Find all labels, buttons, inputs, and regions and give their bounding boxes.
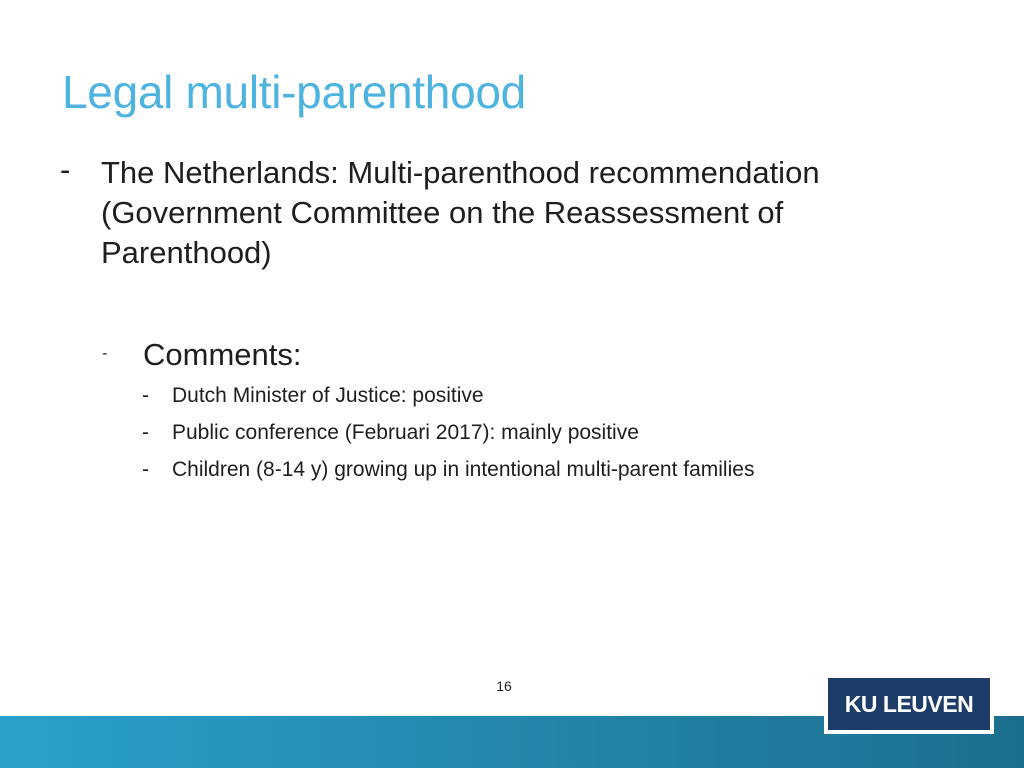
page-number: 16: [496, 678, 512, 694]
comment-text: Children (8-14 y) growing up in intentional multi-parent families: [172, 458, 755, 481]
comment-dash: -: [142, 421, 149, 444]
ku-leuven-logo: [824, 674, 994, 734]
slide-title: Legal multi-parenthood: [62, 66, 526, 118]
main-bullet-text: The Netherlands: Multi-parenthood recommendation (Government Committee on the Reassessment of Parenthood): [101, 155, 820, 270]
comment-dash: -: [142, 384, 149, 407]
comment-dash: -: [142, 458, 149, 481]
comment-item: [142, 419, 754, 456]
comment-item: [142, 382, 754, 419]
comment-text: Dutch Minister of Justice: positive: [172, 384, 484, 407]
comments-heading: Comments:: [143, 337, 302, 372]
comment-item: [142, 456, 754, 493]
comments-list: [142, 382, 754, 493]
logo-text: KU LEUVEN: [844, 690, 974, 717]
sub-bullet-dash: -: [102, 345, 108, 362]
bullet-dash: -: [60, 152, 71, 187]
comment-text: Public conference (Februari 2017): mainly positive: [172, 421, 639, 444]
